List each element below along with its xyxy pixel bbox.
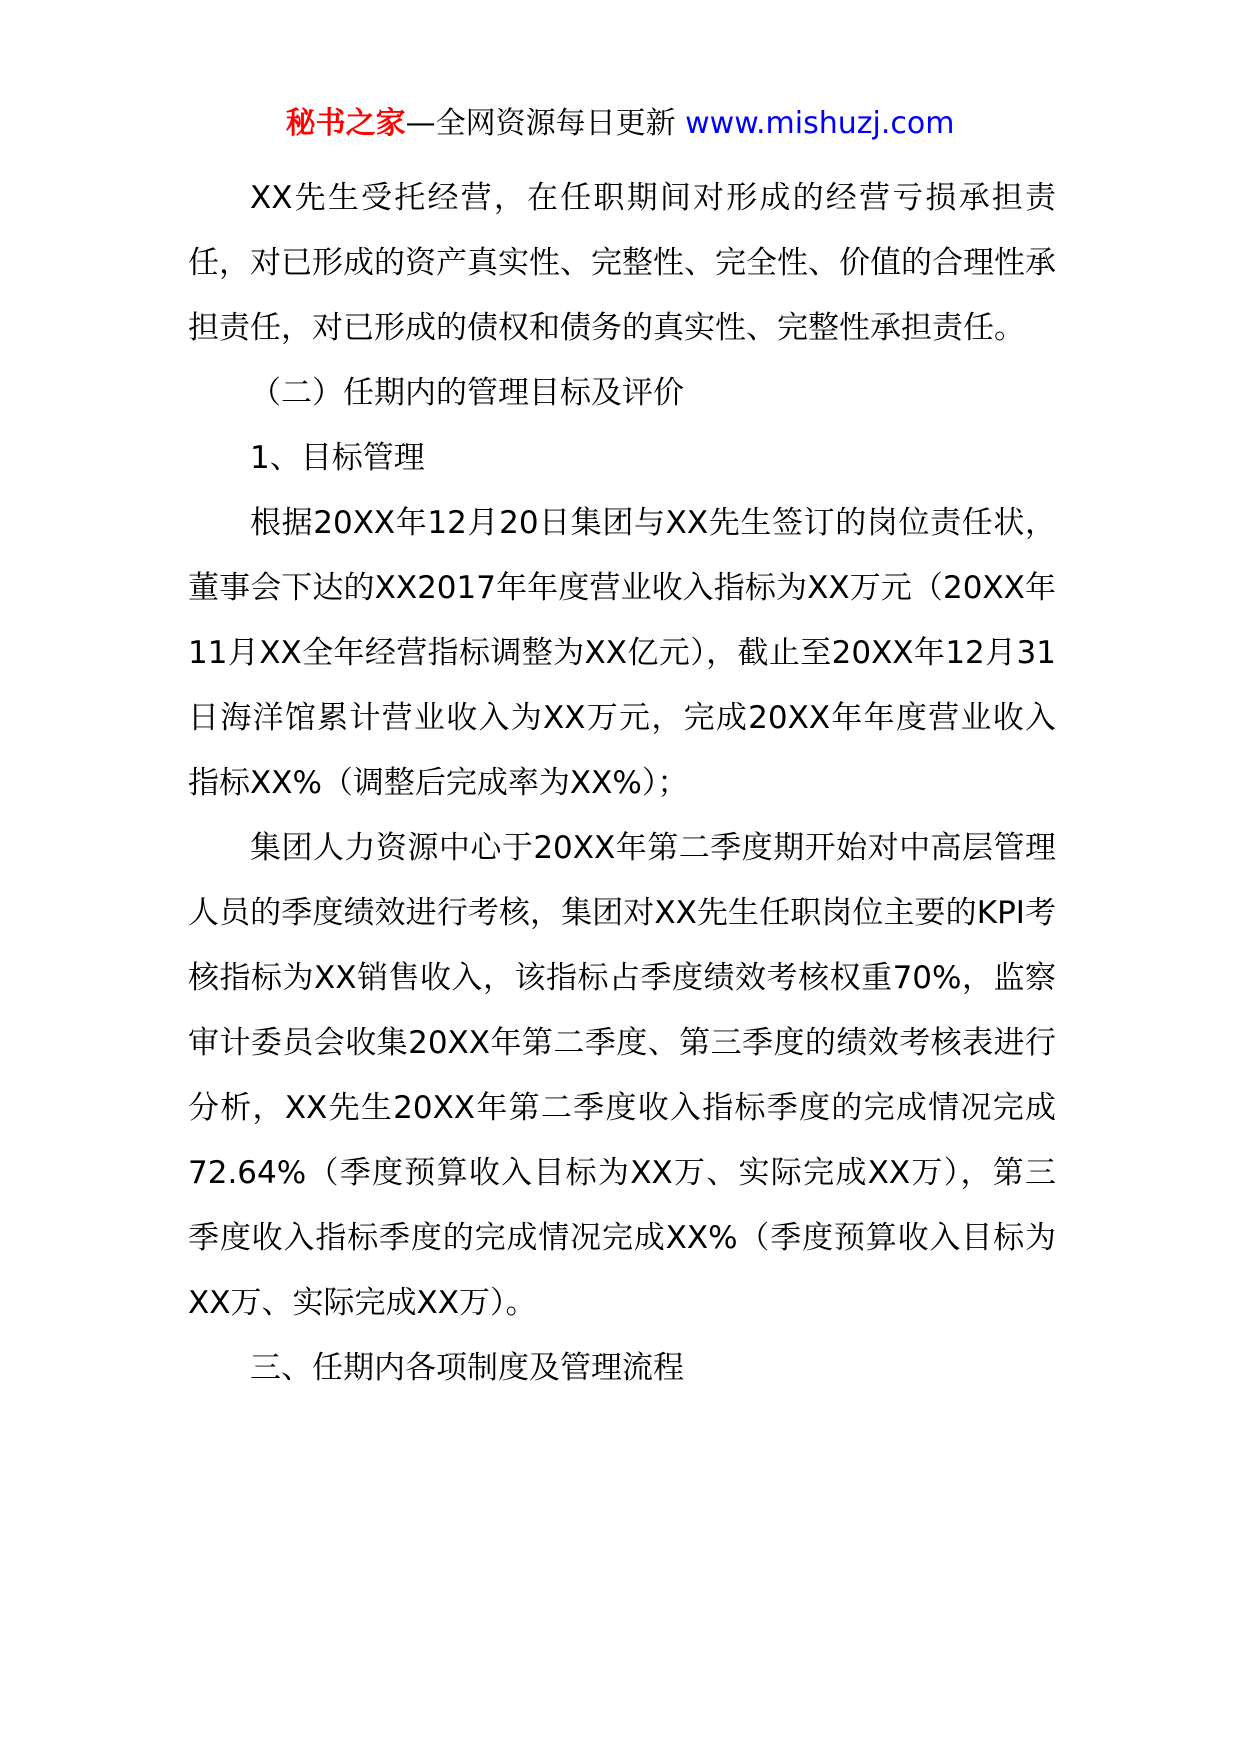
section-heading-systems-processes: 三、任期内各项制度及管理流程 — [250, 1350, 684, 1386]
paragraph-revenue-target: 根据20XX年12月20日集团与XX先生签订的岗位责任状，董事会下达的XX2017年年度营业收入指标为XX万元（20XX年11月XX全年经营指标调整为XX亿元），截止至20XX年12月31日海洋馆累计营业收入为XX万元，完成20XX年年度营业收入指标XX%（调整后完成率为XX%）； — [188, 505, 1056, 801]
site-url-link[interactable]: www.mishuzj.com — [685, 106, 955, 141]
site-header — [0, 104, 1240, 144]
section-heading-management-goals: （二）任期内的管理目标及评价 — [250, 375, 684, 411]
document-body — [188, 166, 1056, 1401]
brand-name: 秘书之家 — [285, 106, 406, 141]
paragraph-kpi-assessment: 集团人力资源中心于20XX年第二季度期开始对中高层管理人员的季度绩效进行考核，集团对XX先生任职岗位主要的KPI考核指标为XX销售收入，该指标占季度绩效考核权重70%，监察审计委员会收集20XX年第二季度、第三季度的绩效考核表进行分析，XX先生20XX年第二季度收入指标季度的完成情况完成72.64%（季度预算收入目标为XX万、实际完成XX万），第三季度收入指标季度的完成情况完成XX%（季度预算收入目标为XX万、实际完成XX万）。 — [188, 830, 1056, 1321]
header-tagline: —全网资源每日更新 — [405, 106, 686, 141]
paragraph-responsibility: XX先生受托经营，在任职期间对形成的经营亏损承担责任，对已形成的资产真实性、完整性、完全性、价值的合理性承担责任，对已形成的债权和债务的真实性、完整性承担责任。 — [188, 180, 1056, 346]
subsection-heading-goal-management: 1、目标管理 — [250, 440, 425, 476]
